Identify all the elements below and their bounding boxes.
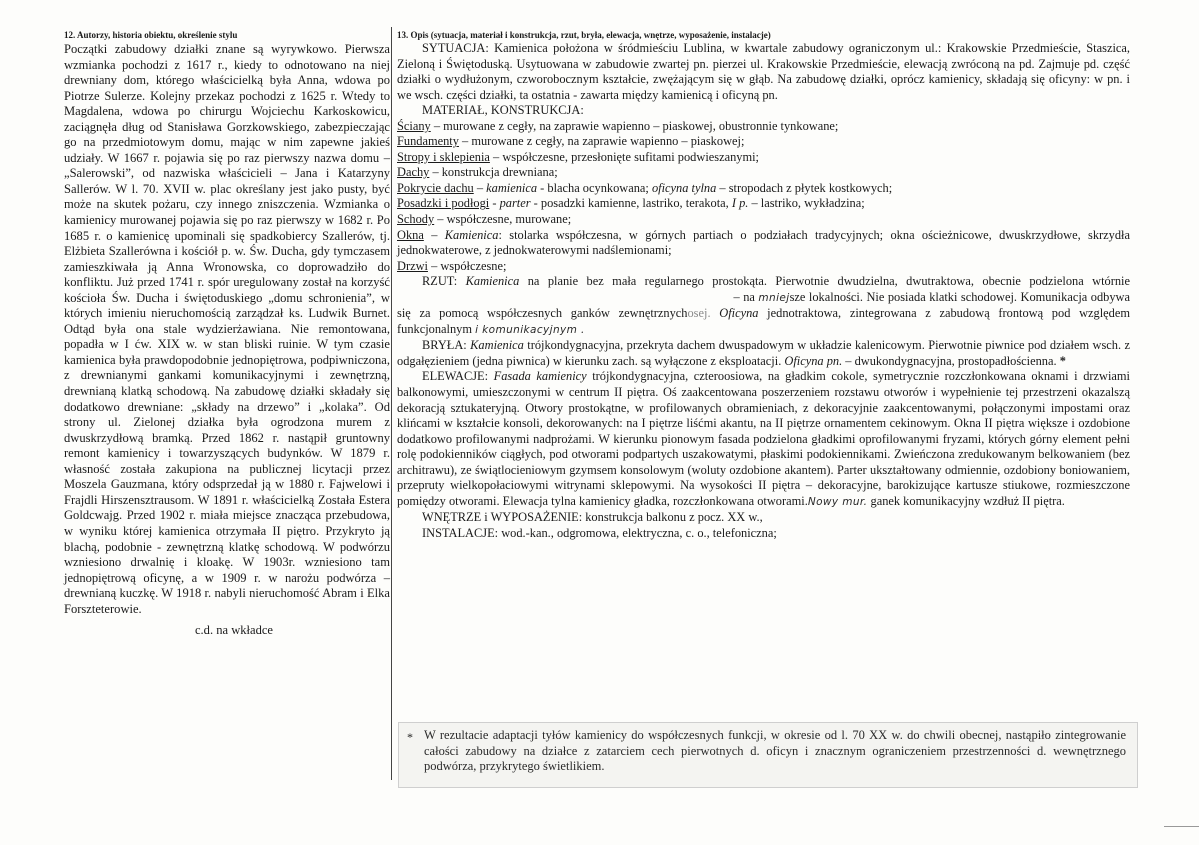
- history-text: Początki zabudowy działki znane są wyrywkowo. Pierwsza wzmianka pochodzi z 1617 r., kiedy to odnotowano na niej drewniany dom, którego właścicielką była Anna, wdowa po Piotrze Sulerze. Kolejny przekaz pochodzi z 1625 r. Wtedy to Magdalena, wdowa po chirurgu Wojciechu Karkoskowicu, zaciągnęła dług od Stanisława Gorzkowskiego, zabezpieczając go na przedmiotowym domu, mając w nim zapewne jakieś udziały. W 1667 r. pojawia się po raz pierwszy nazwa domu – „Salerowski”, od nazwiska właścicieli – Jana i Katarzyny Sallerów. W l. 70. XVII w. plac określany jest jako pusty, być może na skutek pożaru, czy innego zniszczenia. Wzmianka o kamienicy murowanej pojawia się po raz pierwszy w 1682 r. Po 1685 r. o kamienicę upominali się spadkobiercy Szallerów, tj. Elżbieta Szallerówna i kościół p. w. Św. Ducha, gdy tymczasem zamieszkiwała ją Anna Wronowska, co doprowadziło do konfliktu. Już przed 1741 r. spór uregulowany został na korzyść kościoła Św. Ducha i świętoduskiego „domu schronienia”, w których imieniu nieruchomością zarządzał ks. Ludwik Burnet. Odtąd była ona stale wydzierżawiana. Nie remontowana, popadła w I ćw. XIX w. w stan bliski ruinie. W tym czasie kamienica była prawdopodobnie jednopiętrowa, podpiwniczona, z drewnianymi gankami komunikacyjnymi i zewnętrzną, drewnianą klatką schodową. Na zabudowę działki składały się dodatkowo drewniane: „składy na drzewo” i „kolaka”. Od strony ul. Zielonej działka była ogrodzona murem z dwuskrzydłową bramką. Przed 1862 r. nastąpił gruntowny remont kamienicy i towarzyszących budynków. W 1879 r. własność została zakupiona na publicznej licytacji przez Moszela Gauzmana, który odsprzedał ją w 1880 r. Fajwelowi i Frajdli Hirszensztrausom. W 1891 r. właścicielką Została Estera Goldcwajg. Przed 1902 r. miała miejsce znacząca przebudowa, w wyniku której kamienica otrzymała II piętro. Przykryto ją blachą, podobnie - zewnętrzną klatkę schodową. W podwórzu wzniesiono drwalnię i kloakę. W 1903r. wzniesiono tam jednopiętrową oficynę, a w 1909 r. w narożu podwórza – drewnianą kuczkę. W 1918 r. nabyli nieruchomość Abram i Elka Forszteterowie.: [64, 42, 390, 616]
- stropy-label: Stropy i sklepienia: [397, 149, 490, 164]
- posadzki-line: Posadzki i podłogi - parter - posadzki kamienne, lastriko, terakota, I p. – lastriko, wykładzina;: [397, 196, 865, 211]
- rzut-paragraph: RZUT: Kamienica na planie bez mała regularnego prostokąta. Pierwotnie dwudzielna, dwutraktowa, obecnie podzielona wtórnie – na mniejsze lokalności. Nie posiada klatki schodowej. Komunikacja odbywa się za pomocą współczesnych ganków zewnętrznychosej. Oficyna jednotraktowa, zintegrowana z zabudową frontową pod względem funkcjonalnym i komunikacyjnym .: [397, 274, 1130, 336]
- instalacje-line: INSTALACJE: wod.-kan., odgromowa, elektryczna, c. o., telefoniczna;: [422, 525, 777, 540]
- column-divider: [391, 27, 392, 780]
- schody-label: Schody: [397, 212, 435, 227]
- pokrycie-line: Pokrycie dachu – kamienica - blacha ocynkowana; oficyna tylna – stropodach z płytek kostkowych;: [397, 180, 893, 195]
- okna-line: Okna – Kamienica: stolarka współczesna, w górnych partiach o podziałach tradycyjnych; okna ościeżnicowe, dwuskrzydłowe, skrzydła jednokwaterowe, z jednokwaterowymi nadślemionami;: [397, 227, 1131, 258]
- handwritten-correction: mniej: [758, 291, 790, 304]
- posadzki-label: Posadzki i podłogi: [397, 196, 490, 211]
- drzwi-line: Drzwi – współczesne;: [397, 258, 507, 273]
- schody-line: Schody – współczesne, murowane;: [397, 212, 572, 227]
- dachy-label: Dachy: [397, 165, 430, 180]
- wnetrze-line: WNĘTRZE i WYPOSAŻENIE: konstrukcja balkonu z pocz. XX w.,: [422, 510, 763, 525]
- drzwi-label: Drzwi: [397, 258, 428, 273]
- stropy-line: Stropy i sklepienia – współczesne, przesłonięte sufitami podwieszanymi;: [397, 149, 760, 164]
- asterisk-mark: *: [1056, 353, 1066, 368]
- margin-mark: [1164, 826, 1199, 827]
- elewacje-paragraph: ELEWACJE: Fasada kamienicy trójkondygnacyjna, czteroosiowa, na gładkim cokole, symetrycznie rozczłonkowana oknami i drzwiami balkonowymi, umieszczonymi w centrum II piętra. Oś zaakcentowana poszerzeniem rozstawu otworów i wypełnienie tej przestrzeni okazalszą dekoracją sztukateryjną. Otwory prostokątne, w profilowanych obramieniach, z dekoracyjnie zaakcentowanymi, połączonymi impostami oraz klińcami w kształcie konsoli, dekorowanych: na I piętrze liśćmi akantu, na II piętrze ornamentem cekinowym. Okna II piętra większe i ozdobione dodatkowo profilowanymi nadprożami. W kierunku pionowym fasada podzielona gładkimi oprofilowanymi fryzami, których górny element pełni rolę podokienników ciągłych, pod otworami podpartych uszakowatymi, płaskimi podokiennikami. Zwieńczona zredukowanym belkowaniem (bez architrawu), ze świątlocieniowym gzymsem konsolowym (woluty ozdobione akantem). Parter ukształtowany odmiennie, ozdobiony boniowaniem, przepruty wielkopołaciowymi witrynami sklepowymi. Na wysokości II piętra – dekoracyjne, barokizujące kartusze stiukowe, rozmieszczone pomiędzy otworami. Elewacja tylna kamienicy gładka, rozczłonkowana otworami.Nowy mur. ganek komunikacyjny wzdłuż II piętra.: [397, 369, 1130, 508]
- section-13-header: 13. Opis (sytuacja, materiał i konstrukcja, rzut, bryła, elewacja, wnętrze, wyposażenie, instalacje): [397, 30, 771, 40]
- sciany-label: Ściany: [397, 118, 431, 133]
- section-12: [64, 30, 390, 639]
- continued-note: c.d. na wkładce: [194, 623, 274, 638]
- dachy-line: Dachy – konstrukcja drewniana;: [397, 165, 558, 180]
- okna-label: Okna: [397, 227, 424, 242]
- fundamenty-label: Fundamenty: [397, 134, 459, 149]
- fundamenty-line: Fundamenty – murowane z cegły, na zaprawie wapienno – piaskowej;: [397, 134, 745, 149]
- section-12-header: 12. Autorzy, historia obiektu, określenie stylu: [64, 30, 238, 40]
- material-title: MATERIAŁ, KONSTRUKCJA:: [422, 103, 584, 118]
- section-13: [397, 30, 1130, 542]
- handwritten-note: Nowy mur.: [807, 495, 868, 508]
- sytuacja-paragraph: SYTUACJA: Kamienica położona w śródmieściu Lublina, w kwartale zabudowy ograniczonym ul.: Krakowskie Przedmieście, Staszica, Zieloną i Świętoduską. Usytuowana w zabudowie zwartej pn. pierzei ul. Krakowskie Przedmieście, elewacją zwróconą na pd. Zajmuje pd. część działki o wydłużonym, czworobocznym kształcie, zwężającym się w głąb. Na zabudowę działki, oprócz kamienicy, składają się oficyny: w pn. i we wsch. części działki, ta ostatnia - zawarta między kamienicą i oficyną pn.: [397, 41, 1130, 102]
- footnote-box: [398, 722, 1138, 788]
- sciany-line: Ściany – murowane z cegły, na zaprawie wapienno – piaskowej, obustronnie tynkowane;: [397, 118, 839, 133]
- footnote-asterisk: *: [407, 730, 413, 744]
- handwritten-addition: i komunikacyjnym .: [475, 323, 585, 336]
- bryla-paragraph: BRYŁA: Kamienica trójkondygnacyjna, przekryta dachem dwuspadowym w układzie kalenicowym. Pierwotnie piwnice pod działem wsch. z odgałęzieniem (jedna piwnica) w kierunku zach. są wyłączone z eksploatacji. Oficyna pn. – dwukondygnacyjna, prostopadłościenna. *: [397, 338, 1130, 368]
- pokrycie-label: Pokrycie dachu: [397, 180, 474, 195]
- faded-text: osej.: [687, 306, 711, 321]
- footnote-text: W rezultacie adaptacji tyłów kamienicy do współczesnych funkcji, w okresie od l. 70 XX w. do chwili obecnej, nastąpiło zintegrowanie całości zabudowy na działce z zatarciem cech pierwotnych d. oficyn i znacznym ograniczeniem przestrzenności d. wewnętrznego podwórza, przykrytego świetlikiem.: [424, 728, 1126, 773]
